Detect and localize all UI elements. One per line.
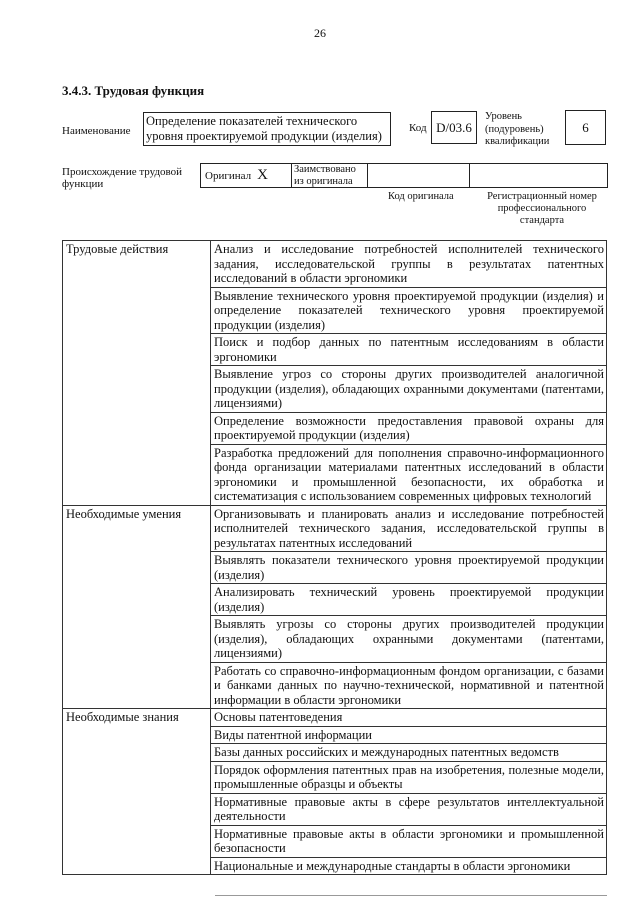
reg-number-label: Регистрационный номер профессионального стандарта <box>487 191 597 226</box>
list-item: Выявлять показатели технического уровня проектируемой продукции (изделия) <box>211 552 607 584</box>
list-item: Анализировать технический уровень проектируемой продукции (изделия) <box>211 584 607 616</box>
list-item: Выявлять угрозы со стороны других производителей продукции (изделия), обладающих охранными документами (патентами, лицензиями) <box>211 616 607 663</box>
list-item: Виды патентной информации <box>211 726 607 744</box>
list-item: Выявление угроз со стороны других производителей аналогичной продукции (изделия), обладающих охранными документами (патентами, лицензиями) <box>211 366 607 413</box>
list-item: Выявление технического уровня проектируемой продукции (изделия) и определение показателей технического уровня проектируемой продукции (изделия) <box>211 287 607 334</box>
origin-row <box>200 163 608 188</box>
borrowed-cell: Заимствовано из оригинала <box>292 163 368 188</box>
table-row <box>63 709 607 727</box>
table-row <box>63 505 607 552</box>
table-row <box>63 241 607 288</box>
list-item: Поиск и подбор данных по патентным исследованиям в области эргономики <box>211 334 607 366</box>
category-required-skills: Необходимые умения <box>63 505 211 709</box>
code-value: D/03.6 <box>431 111 477 144</box>
list-item: Организовывать и планировать анализ и исследование потребностей исполнителей технического задания, исследовательской группы в результатах патентных исследований <box>211 505 607 552</box>
code-original-cell <box>368 163 470 188</box>
page-bottom-divider <box>215 895 607 896</box>
original-label: Оригинал <box>205 169 252 182</box>
list-item: Работать со справочно-информационным фондом организации, с базами и банками данных по научно-технической, нормативной и патентной информации в области эргономики <box>211 662 607 709</box>
category-labor-actions: Трудовые действия <box>63 241 211 506</box>
list-item: Анализ и исследование потребностей исполнителей технического задания, исследовательской группы в результатах патентных исследований в области эргономики <box>211 241 607 288</box>
page-number: 26 <box>314 26 326 40</box>
list-item: Национальные и международные стандарты в области эргономики <box>211 857 607 875</box>
level-label: Уровень (подуровень) квалификации <box>485 111 550 147</box>
level-value: 6 <box>565 110 606 145</box>
category-required-knowledge: Необходимые знания <box>63 709 211 875</box>
list-item: Базы данных российских и международных патентных ведомств <box>211 744 607 762</box>
section-heading: 3.4.3. Трудовая функция <box>62 83 205 98</box>
list-item: Определение возможности предоставления правовой охраны для проектируемой продукции (изделия) <box>211 412 607 444</box>
code-label: Код <box>409 122 427 134</box>
list-item: Основы патентоведения <box>211 709 607 727</box>
code-original-label: Код оригинала <box>388 191 454 202</box>
list-item: Порядок оформления патентных прав на изобретения, полезные модели, промышленные образцы и объекты <box>211 761 607 793</box>
function-name-value: Определение показателей технического уровня проектируемой продукции (изделия) <box>143 112 391 146</box>
original-cell <box>200 163 292 188</box>
original-mark: X <box>257 167 268 183</box>
list-item: Разработка предложений для пополнения справочно-информационного фонда организации материалами патентных исследований в области эргономики и промышленной безопасности, их обработка и систематизация с использованием современных цифровых технологий <box>211 444 607 505</box>
name-label: Наименование <box>62 125 131 137</box>
origin-label: Происхождение трудовой функции <box>62 166 183 190</box>
list-item: Нормативные правовые акты в сфере результатов интеллектуальной деятельности <box>211 793 607 825</box>
list-item: Нормативные правовые акты в области эргономики и промышленной безопасности <box>211 825 607 857</box>
function-details-table <box>62 240 607 875</box>
reg-number-cell <box>470 163 608 188</box>
